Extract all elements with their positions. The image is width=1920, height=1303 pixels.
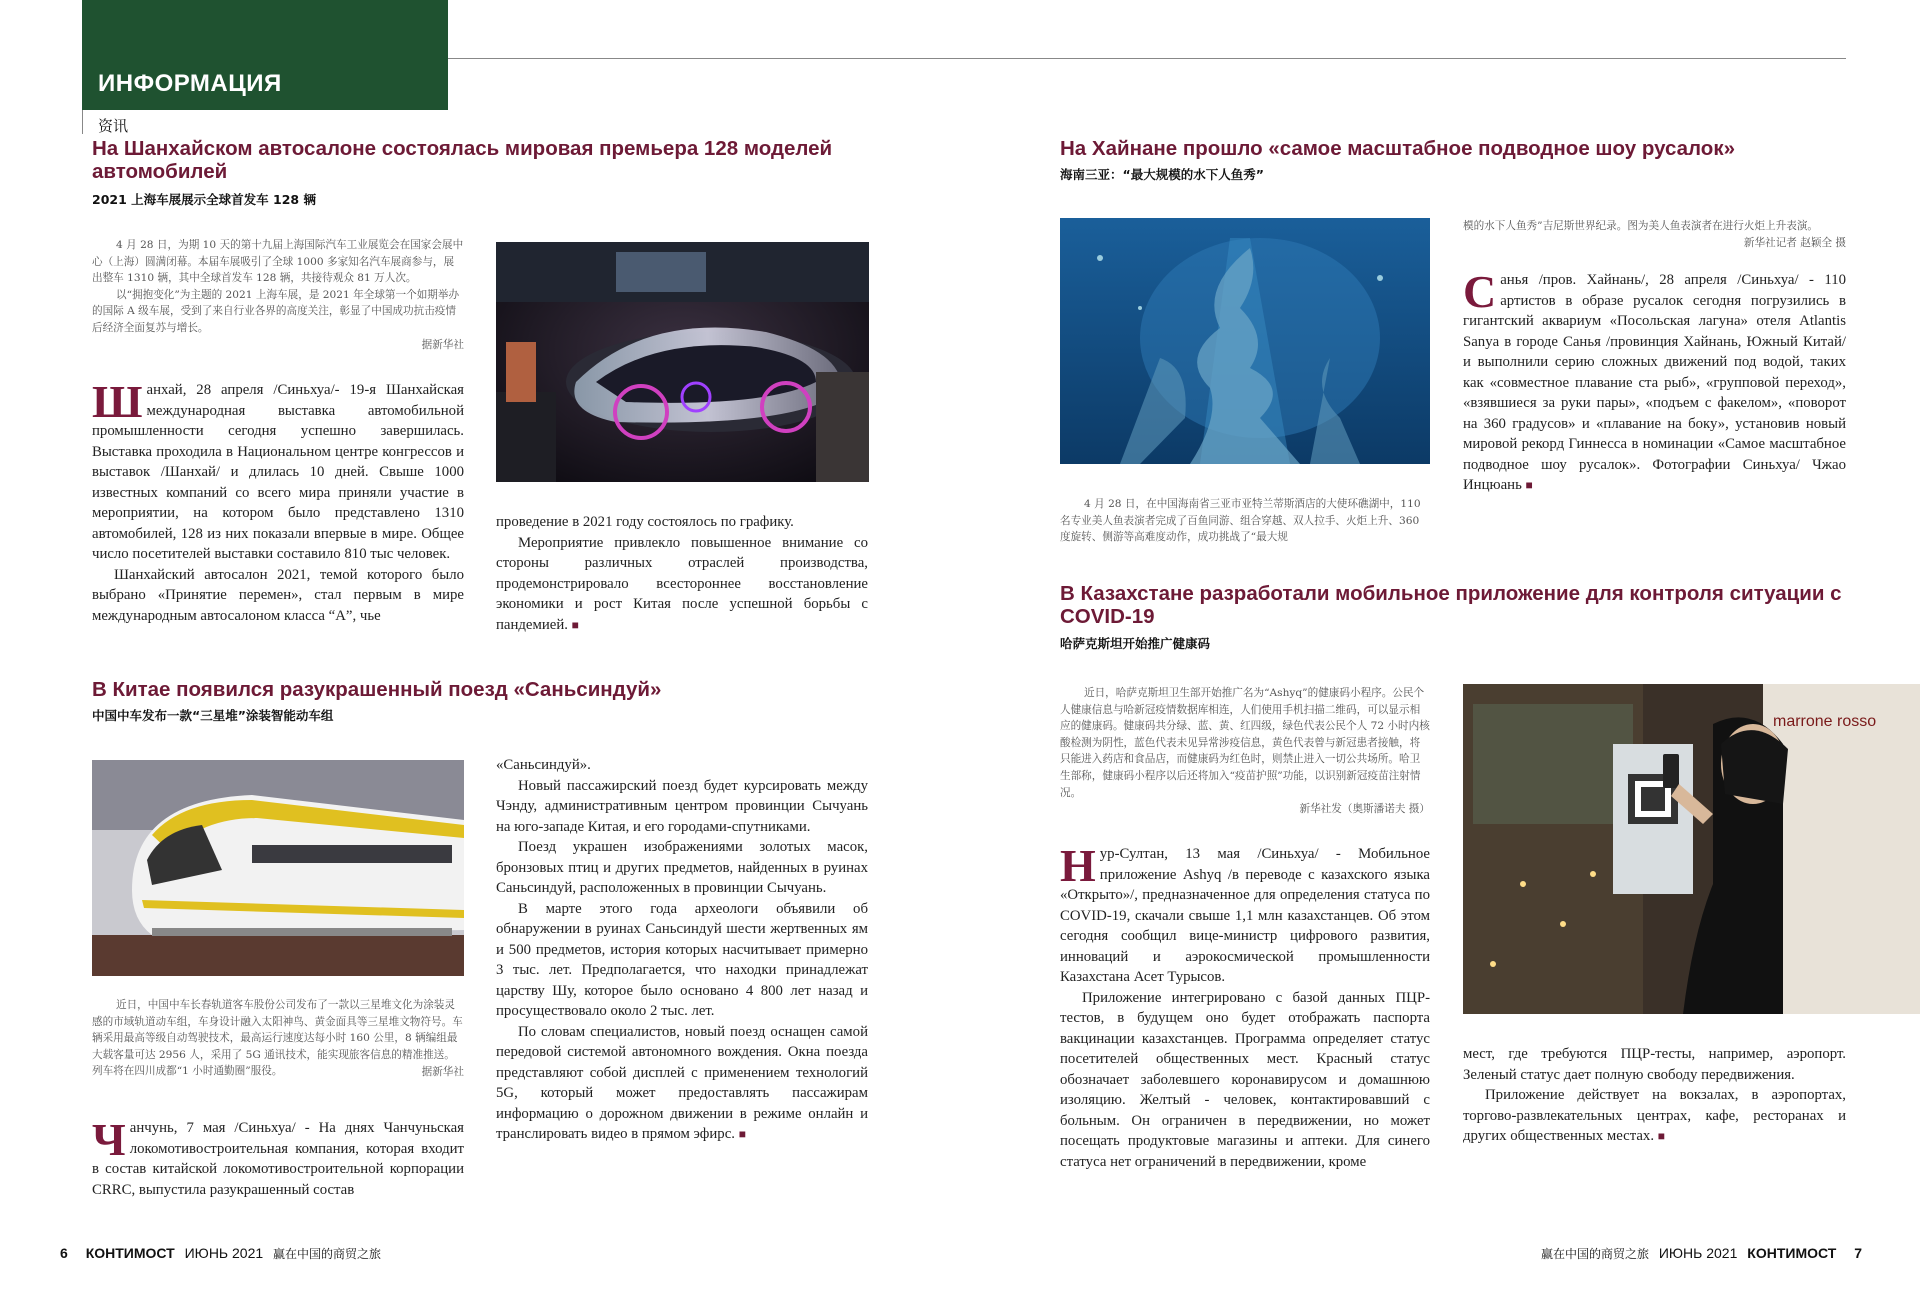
paragraph: мест, где требуются ПЦР-тесты, например, аэропорт. Зеленый статус дает полную свободу передвижения.: [1463, 1046, 1846, 1083]
train-photo: [92, 760, 464, 976]
cn-credit: 新华社发（奥斯潘诺夫 摄）: [1299, 803, 1430, 816]
brand: КОНТИМОСТ: [85, 1245, 175, 1261]
cn-paragraph: 4 月 28 日，为期 10 天的第十九届上海国际汽车工业展览会在国家会展中心（上海）圆满闭幕。本届车展吸引了全球 1000 多家知名汽车展商参与，展出整车 1310 辆，其中全球首发车 128 辆，共接待观众 81 万人次。: [92, 239, 464, 285]
store-sign: marrone rosso: [1773, 713, 1877, 730]
paragraph: Шанхайский автосалон 2021, темой которого было выбрано «Принятие перемен», стал первым в мире международным автосалоном класса “А”, чье: [92, 566, 464, 624]
paragraph: Приложение интегрировано с базой данных ПЦР-тестов, в будущем оно будет отображать паспорта вакцинации казахстанцев. Программа определяет статус посетителей общественных мест. Красный статус обозначает заболевшего коронавирусом и домашнюю изоляцию. Желтый - человек, контактировавший с больным. Он ограничен в передвижении, но может посещать продуктовые магазины и аптеки. Для синего статуса нет ограничений в передвижении, кроме: [1060, 989, 1430, 1170]
cn-caption: 模的水下人鱼秀”吉尼斯世界纪录。图为美人鱼表演者在进行火炬上升表演。: [1463, 220, 1819, 232]
chinese-caption: [92, 997, 464, 1081]
section-cn-rule: [82, 110, 83, 134]
article-subtitle: 2021 上海车展展示全球首发车 128 辆: [92, 192, 316, 207]
health-code-photo: [1463, 684, 1920, 1014]
brand: КОНТИМОСТ: [1747, 1245, 1837, 1261]
drop-cap: Ч: [92, 1114, 126, 1165]
page-number: 7: [1854, 1245, 1862, 1261]
article-subtitle: 中国中车发布一款“三星堆”涂装智能动车组: [92, 708, 334, 723]
paragraph: «Саньсиндуй».: [496, 757, 591, 773]
section-title: ИНФОРМАЦИЯ: [98, 70, 282, 97]
section-title-cn: 资讯: [98, 118, 129, 135]
mermaid-show-photo: [1060, 218, 1430, 464]
paragraph: В марте этого года археологи объявили об обнаружении в руинах Саньсиндуй шести жертвенных ям и 500 предметов, история которых насчитывает примерно 3 тыс. лет. Предполагается, что находки принадлежат царству Шу, которое было основано 4 800 лет назад и просуществовало около 2 тыс. лет.: [496, 900, 868, 1019]
end-mark: ■: [738, 1127, 746, 1141]
paragraph: проведение в 2021 году состоялось по графику.: [496, 514, 794, 530]
drop-cap: Н: [1060, 840, 1096, 891]
cn-credit: 据新华社: [421, 1065, 464, 1078]
cn-credit: 新华社记者 赵颖全 摄: [1743, 236, 1846, 249]
drop-cap: С: [1463, 266, 1497, 317]
article-subtitle: 哈萨克斯坦开始推广健康码: [1060, 636, 1211, 651]
article-subtitle: 海南三亚：“最大规模的水下人鱼秀”: [1060, 167, 1264, 182]
cn-paragraph: 以“拥抱变化”为主题的 2021 上海车展，是 2021 年全球第一个如期举办的国际 A 级车展，受到了来自行业各界的高度关注，彰显了中国成功抗击疫情后经济全面复苏与增长。: [92, 288, 460, 334]
slogan: 赢在中国的商贸之旅: [273, 1247, 382, 1261]
paragraph: Поезд украшен изображениями золотых масок, бронзовых птиц и других предметов, найденных в руинах Саньсиндуй, расположенных в провинции Сычуань.: [496, 839, 868, 896]
end-mark: ■: [1525, 478, 1533, 492]
article-body-col2: [496, 755, 868, 1145]
article-body-col2: [496, 512, 868, 635]
chinese-caption: [1060, 685, 1430, 818]
paragraph: ур-Султан, 13 мая /Синьхуа/ - Мобильное приложение Ashyq /в переводе с казахского языка «Открыто»/, предназначенное для определения статуса по COVID-19, скачали свыше 1,1 млн казахстанцев. Об этом сегодня сообщил вице-министр цифрового развития, инноваций и аэрокосмической промышленности Казахстана Асет Турысов.: [1060, 846, 1430, 985]
article-title: На Шанхайском автосалоне состоялась мировая премьера 128 моделей автомобилей: [92, 137, 833, 183]
article-body: [1463, 266, 1846, 496]
drop-cap: Ш: [92, 376, 143, 427]
chinese-summary: [92, 237, 464, 353]
article-title: На Хайнане прошло «самое масштабное подводное шоу русалок»: [1060, 137, 1735, 160]
cn-caption: 4 月 28 日，在中国海南省三亚市亚特兰蒂斯酒店的大使环礁湖中，110 名专业美人鱼表演者完成了百鱼同游、组合穿越、双人拉手、火炬上升、360 度旋转、侧游等高难度动作，成功挑战了“最大规: [1060, 498, 1421, 544]
issue: ИЮНЬ 2021: [1658, 1245, 1738, 1261]
paragraph: Мероприятие привлекло повышенное внимание со стороны различных отраслей производства, продемонстрировало всестороннее восстановление экономики и рост Китая после успешной борьбы с пандемией.: [496, 534, 868, 633]
chinese-caption: [1060, 496, 1430, 546]
article-title: В Казахстане разработали мобильное приложение для контроля ситуации с COVID-19: [1060, 582, 1842, 628]
slogan: 赢在中国的商贸之旅: [1540, 1247, 1649, 1261]
paragraph: Новый пассажирский поезд будет курсировать между Чэнду, административным центром провинции Сычуань на юго-западе Китая, и его городами-спутниками.: [496, 777, 868, 835]
footer-right: [1541, 1245, 1862, 1262]
header-rule: [448, 58, 1846, 59]
cn-caption: 近日，中国中车长春轨道客车股份公司发布了一款以三星堆文化为涂装灵感的市域轨道动车组，车身设计融入太阳神鸟、黄金面具等三星堆文物符号。车辆采用最高等级自动驾驶技术，最高运行速度达每小时 160 公里，8 辆编组最大载客量可达 2956 人，采用了 5G 通讯技术，能实现旅客信息的精准推送。列车将在四川成都“1 小时通勤圈”服役。: [92, 999, 463, 1078]
article-title: В Китае появился разукрашенный поезд «Саньсиндуй»: [92, 678, 662, 701]
article-body: [92, 1114, 464, 1200]
concept-car-photo: [496, 242, 869, 482]
paragraph: анхай, 28 апреля /Синьхуа/- 19-я Шанхайская международная выставка автомобильной промышленности сегодня успешно завершилась. Выставка проходила в Национальном центре конгрессов и выставок /Шанхай/ и длилась 10 дней. Свыше 1000 известных компаний со всего мира приняли участие в мероприятии, на котором было представлено 1310 автомобилей, 128 из них показали впервые в мире. Общее число посетителей выставки составило 810 тыс человек.: [92, 382, 464, 562]
paragraph: По словам специалистов, новый поезд оснащен самой передовой системой автономного вождения. Окна поезда представляют собой дисплей с применением технологий 5G, который может предоставлять пассажирам информацию о дорожном движении в режиме онлайн и транслировать видео в прямом эфирс.: [496, 1023, 868, 1142]
paragraph: анчунь, 7 мая /Синьхуа/ - На днях Чанчуньская локомотивостроительная компания, которая входит в состав китайской локомотивостроительной корпорации CRRC, выпустила разукрашенный состав: [92, 1120, 464, 1198]
footer-left: [60, 1245, 381, 1262]
issue: ИЮНЬ 2021: [184, 1245, 264, 1261]
article-body-col2: [1463, 1044, 1846, 1147]
end-mark: ■: [571, 617, 579, 632]
cn-caption: 近日，哈萨克斯坦卫生部开始推广名为“Ashyq”的健康码小程序。公民个人健康信息与哈新冠疫情数据库相连，人们使用手机扫描二维码，可以显示相应的健康码。健康码共分绿、蓝、黄、红四级，绿色代表公民个人 72 小时内核酸检测为阴性，蓝色代表未见异常涉疫信息，黄色代表曾与新冠患者接触，将只能进入药店和食品店，而健康码为红色时，则禁止进入一切公共场所。哈卫生部称，健康码小程序以后还将加入“疫苗护照”功能，以识别新冠疫苗注射情况。: [1060, 687, 1430, 799]
paragraph: Приложение действует на вокзалах, в аэропортах, торгово-развлекательных центрах, кафе, ресторанах и других общественных местах.: [1463, 1087, 1846, 1144]
end-mark: ■: [1657, 1129, 1665, 1143]
page-number: 6: [60, 1245, 68, 1261]
article-body: [1060, 840, 1430, 1172]
chinese-caption-continued: [1463, 218, 1846, 251]
paragraph: анья /пров. Хайнань/, 28 апреля /Синьхуа/ - 110 артистов в образе русалок сегодня погрузились в гигантский аквариум «Посольская лагуна» отеля Atlantis Sanya в городе Санья /провинция Хайнань, Южный Китай/ и выполнили серию сложных движений под водой, таких как «совместное плавание ста рыб», «групповой переход», «взявшиеся за руки пары», «подъем с факелом», «поворот на 360 градусов» и «плавание на боку», установив новый мировой рекорд Гиннесса в номинации «Самое масштабное подводное шоу русалок». Фотографии Синьхуа/ Чжао Инцюань: [1463, 272, 1846, 493]
cn-credit: 据新华社: [421, 338, 464, 351]
article-body: [92, 376, 464, 626]
